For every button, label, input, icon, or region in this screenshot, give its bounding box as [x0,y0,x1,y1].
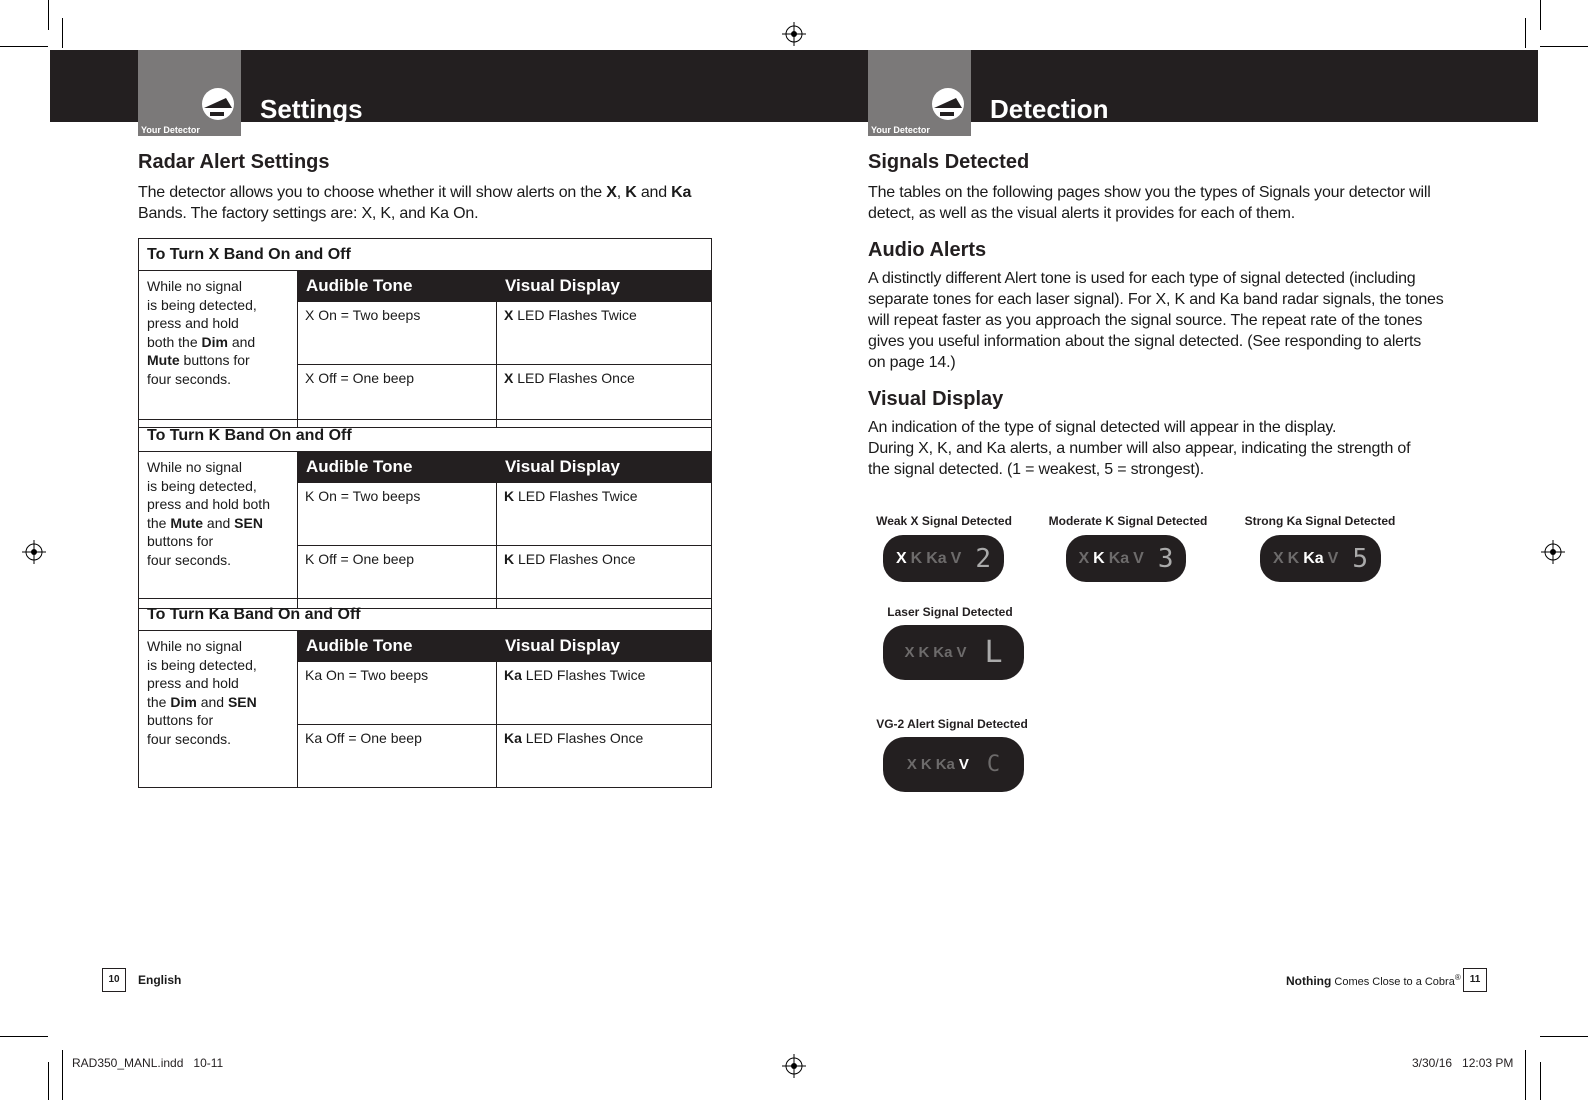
visual-display-heading: Visual Display [868,388,1004,410]
display-weak-x: X K Ka V 2 [883,535,1004,582]
column-header-audible: Audible Tone [298,631,497,662]
slug-date: 3/30/16 12:03 PM [1412,1056,1514,1070]
radar-alert-settings-heading: Radar Alert Settings [138,151,330,173]
intro-line-2: Bands. The factory settings are: X, K, and Ka On. [138,205,479,222]
column-header-visual: Visual Display [497,452,712,483]
left-tab [138,50,241,136]
right-tab [868,50,971,136]
intro-line-1: The detector allows you to choose whether it will show alerts on the X, K and Ka [138,184,692,201]
display-vg2: X K Ka V C [883,737,1024,792]
table-row: X On = Two beeps X LED Flashes Twice [139,302,712,365]
table-instruction: While no signal is being detected, press and hold both the Mute and SEN buttons for four seconds. [139,452,298,609]
radar-detector-icon [926,86,968,126]
table-caption: To Turn K Band On and Off [139,420,712,452]
registration-mark-top-icon [782,22,806,46]
display-strong-ka: X K Ka V 5 [1260,535,1381,582]
display-label-vg2: VG-2 Alert Signal Detected [876,717,1028,731]
audio-alerts-heading: Audio Alerts [868,239,987,261]
display-label-moderate-k: Moderate K Signal Detected [1048,514,1208,528]
left-tab-label: Your Detector [141,125,200,135]
table-row: K Off = One beep K LED Flashes Once [139,546,712,609]
slug-filename: RAD350_MANL.indd 10-11 [72,1056,224,1070]
registration-mark-bottom-icon [782,1054,806,1078]
footer-language: English [138,973,182,987]
visual-display-text: An indication of the type of signal detected will appear in the display. During X, K, and Ka alerts, a number will also appear, indicating the strength of the signal detected. (1 = weakest, 5 = strongest). [868,419,1411,478]
table-row: Ka Off = One beep Ka LED Flashes Once [139,725,712,788]
left-page-number: 10 [102,968,126,992]
right-section-title: Detection [990,94,1109,124]
signals-detected-heading: Signals Detected [868,151,1030,173]
column-header-visual: Visual Display [497,631,712,662]
display-laser: X K Ka V L [883,625,1024,680]
radar-intro-text [138,182,718,224]
column-header-audible: Audible Tone [298,452,497,483]
k-band-table [138,419,712,609]
display-label-laser: Laser Signal Detected [887,605,1013,619]
right-page-number: 11 [1463,968,1487,992]
left-section-title: Settings [260,94,363,124]
table-caption: To Turn Ka Band On and Off [139,599,712,631]
audio-alerts-text: A distinctly different Alert tone is used for each type of signal detected (including separate tones for each laser signal). For X, K and Ka band radar signals, the tones will repeat faster as you approach the signal source. The repeat rate of the tones gives you useful information about the signal detected. (See responding to alerts on page 14.) [868,270,1444,371]
table-row: K On = Two beeps K LED Flashes Twice [139,483,712,546]
display-moderate-k: X K Ka V 3 [1066,535,1186,582]
ka-band-table [138,598,712,788]
display-label-weak-x: Weak X Signal Detected [876,514,1012,528]
radar-detector-icon [196,86,238,126]
x-band-table [138,238,712,428]
column-header-visual: Visual Display [497,271,712,302]
table-row: X Off = One beep X LED Flashes Once [139,365,712,428]
display-label-strong-ka: Strong Ka Signal Detected [1244,514,1396,528]
table-instruction: While no signal is being detected, press and hold the Dim and SEN buttons for four seconds. [139,631,298,788]
table-instruction: While no signal is being detected, press and hold both the Dim and Mute buttons for four seconds. [139,271,298,428]
footer-tagline: Nothing Comes Close to a Cobra® [1286,973,1461,988]
table-row: Ka On = Two beeps Ka LED Flashes Twice [139,662,712,725]
registration-mark-left-icon [22,540,46,564]
column-header-audible: Audible Tone [298,271,497,302]
right-tab-label: Your Detector [871,125,930,135]
signals-text: The tables on the following pages show you the types of Signals your detector will detect, as well as the visual alerts it provides for each of them. [868,184,1431,222]
table-caption: To Turn X Band On and Off [139,239,712,271]
registration-mark-right-icon [1541,540,1565,564]
